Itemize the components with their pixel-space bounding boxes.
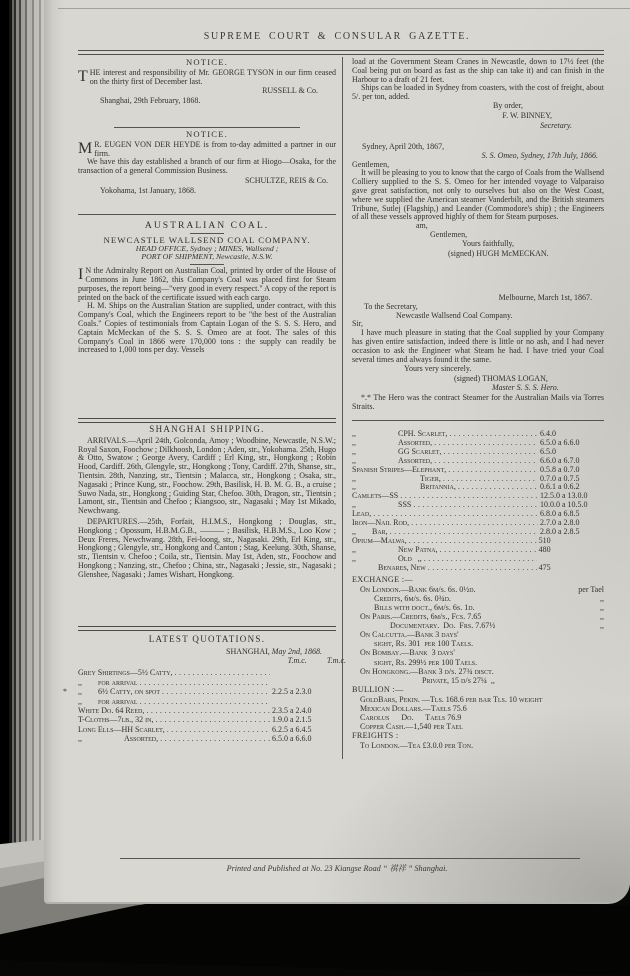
quotation-value: 2.8.0 a 2.8.5	[540, 526, 580, 536]
drop-cap: T	[78, 67, 88, 85]
right-column	[352, 56, 604, 772]
quotation-label: Benares, New	[378, 562, 426, 572]
quotation-row	[63, 687, 336, 697]
section-double-rule	[78, 418, 336, 423]
dot-leader	[160, 734, 270, 743]
letter-1-salutation: Gentlemen,	[352, 159, 390, 169]
letter-2-signature: (signed) THOMAS LOGAN,	[454, 374, 548, 384]
by-order-line: By order,	[493, 100, 523, 110]
quotation-label: Assorted,	[398, 455, 433, 465]
ditto-mark: ,,	[352, 544, 356, 554]
exchange-row	[360, 621, 604, 630]
dot-leader	[167, 725, 270, 734]
notice-2-signature: SCHULTZE, REIS & Co.	[244, 175, 328, 185]
exchange-label: On Hongkong.—Bank 3 d/s. 27¾ disct.	[360, 666, 494, 676]
letter-1-reference: S. S. Omeo, Sydney, 17th July, 1866.	[481, 150, 598, 160]
dot-leader	[411, 519, 538, 528]
quotation-value: 2.3.5 a 2.4.0	[272, 706, 312, 716]
dot-leader	[428, 564, 537, 573]
letter-1-close-am: am,	[416, 221, 428, 231]
coal-para-2: H. M. Ships on the Australian Station are supplied, under contract, with this Company's Coal, which the Engineers report to be "the best of the Australian Coals." Copies of testimonials from Captain Logan of the S. S. S. Hero, and Captain McMeckan of the S. S. S. Omeo are at foot. The sales of this Company's Coal in 1866 were 170,000 tons : the supply can readily be increased to 1,000 tons per day. Vessels	[78, 301, 336, 355]
quotation-value: 6.8.0 a 6.8.5	[540, 509, 580, 519]
ditto-mark: ,,	[352, 455, 356, 465]
exchange-label: Credits, 6m/s. 6s. 0¾d.	[374, 593, 451, 603]
letter-2-dateline: Melbourne, March 1st, 1867.	[498, 293, 592, 302]
ditto-mark: ,,	[352, 553, 356, 563]
ditto-mark: ,,	[352, 446, 356, 456]
quotations-units	[78, 657, 346, 666]
coal-office-line: HEAD OFFICE, Sydney ; MINES, Wallsend ;	[135, 243, 279, 253]
exchange-row	[360, 648, 604, 657]
quotation-value: 6.5.0 a 6.6.0	[540, 437, 580, 447]
notice-2-heading: NOTICE.	[185, 129, 229, 139]
ditto-mark: ,,	[352, 429, 356, 438]
quotation-row	[78, 706, 336, 715]
exchange-row	[360, 630, 604, 639]
exchange-section	[352, 576, 604, 685]
notice-2-dateline: Yokohama, 1st January, 1868.	[100, 185, 196, 195]
ditto-mark: ,,	[78, 687, 82, 697]
quotation-row	[352, 546, 559, 555]
notice-1	[78, 58, 336, 106]
exchange-right-value: ,,	[600, 621, 604, 631]
letter-2-to-1: To the Secretary,	[364, 301, 418, 311]
exchange-row	[360, 667, 604, 676]
quotation-label: Assorted,	[124, 734, 159, 744]
book-spine-page-edges	[0, 0, 46, 935]
section-rule	[78, 214, 336, 215]
exchange-label: Bills with doct., 6m/s. 6s. 1d.	[374, 602, 475, 612]
exchange-row	[360, 612, 604, 621]
quotation-row	[78, 678, 336, 687]
shipping-heading: SHANGHAI SHIPPING.	[149, 424, 265, 434]
ornament-rule	[190, 233, 224, 234]
quotation-value: 6.2.5 a 6.4.5	[272, 724, 312, 734]
quotation-label: Britannia,	[420, 482, 456, 492]
quotation-row	[352, 537, 559, 546]
quotation-value: 6.5.0	[540, 446, 556, 456]
quotation-value: 12.5.0 a 13.0.0	[540, 491, 588, 501]
bullion-heading: BULLION :—	[352, 685, 404, 694]
drop-cap: I	[78, 266, 84, 284]
letter-2-to-2: Newcastle Wallsend Coal Company.	[396, 310, 513, 320]
notice-2-body: M R. EUGEN VON DER HEYDE is from to-day admitted a partner in our firm.	[78, 139, 336, 158]
letter-logan	[352, 294, 604, 411]
dot-leader	[390, 528, 538, 537]
coal-port-line: PORT OF SHIPMENT, Newcastle, N.S.W.	[141, 252, 273, 262]
section-double-rule	[78, 626, 336, 631]
quotation-label: Spanish Stripes—Elephant,	[352, 464, 447, 474]
exchange-label: sight, Rs. 299½ per 100 Taels.	[374, 657, 478, 667]
letter-2-salutation: Sir,	[352, 319, 364, 329]
unit-label: T.m.c.	[326, 655, 346, 665]
exchange-row	[360, 658, 604, 667]
ditto-mark: ,,	[352, 437, 356, 447]
quotation-label: Opium—Malwa,	[352, 535, 407, 545]
latest-quotations-section	[63, 634, 346, 744]
dot-leader	[449, 430, 538, 439]
coal-company: NEWCASTLE WALLSEND COAL COMPANY.	[103, 234, 311, 245]
notice-2	[78, 130, 336, 196]
letter-1-body: It will be pleasing to you to know that the cargo of Coals from the Wallsend Colliery supplied to the S. S. Omeo for her intended voyage to Valparaiso gave great satisfaction, not only to ourselves but also on the West Coast, where we supplied the American steamer Vanderbilt, and the British steamers Tribune, Sutlej (Flagship,) and Leander (Commodore's ship) ; the Engineers of all these vessels approved highly of them for Steam purposes.	[352, 168, 604, 222]
quotation-label: Camlets—SS	[352, 491, 399, 501]
exchange-row	[360, 594, 604, 603]
coal-para-1: I N the Admiralty Report on Australian Coal, printed by order of the House of Commons in June 1862, this Company's Coal was placed first for Steam purposes, the report being—"very good in every respect." A copy of the report is printed on the back of the certificate issued with each cargo.	[78, 266, 336, 302]
letter-1-close-yours: Yours faithfully,	[462, 238, 515, 248]
dot-leader	[175, 668, 270, 677]
quotation-row	[352, 439, 604, 448]
ditto-mark: ,,	[352, 526, 356, 536]
letter-2-body: I have much pleasure in stating that the Coal supplied by your Company has given entire satisfaction, indeed there is little or no ash, and I had never occasion to ask the Engineer what Steam he had. I have tried your Coal several times and always found it the same.	[352, 328, 604, 364]
quotation-label: SSS	[398, 500, 412, 510]
quotation-label: Tiger,	[420, 473, 441, 483]
coal-cont-para-2: Ships can be loaded in Sydney from coasters, with the cost of freight, about 5/. per ton, added.	[352, 83, 604, 102]
quotation-row	[78, 725, 336, 734]
coal-cont-para-1: load at the Government Steam Cranes in Newcastle, down to 17½ feet (the Coal being put on board as fast as the ship can take it) and can finish in the Harbour to a draft of 21 feet.	[352, 57, 604, 84]
quotation-label: for arrival	[98, 677, 138, 687]
notice-1-signature: RUSSELL & Co.	[262, 86, 318, 96]
quotation-row	[78, 697, 336, 706]
exchange-label: Private, 15 d/s 27¼ ,,	[422, 675, 495, 685]
section-rule	[114, 127, 300, 128]
dot-leader	[140, 678, 270, 687]
exchange-label: On Bombay.—Bank 3 days'	[360, 648, 455, 658]
dot-leader	[434, 457, 538, 466]
dot-leader	[400, 492, 538, 501]
exchange-label: On Calcutta.—Bank 3 days'	[360, 630, 459, 640]
imprint-line: Printed and Published at No. 23 Kiangse Road “ 祺祥 ” Shanghai.	[226, 864, 448, 873]
exchange-label: On London.—Bank 6m/s. 6s. 0½d.	[360, 584, 476, 594]
shipping-arrivals: ARRIVALS.—April 24th, Golconda, Amoy ; Woodbine, Newcastle, N.S.W.; Royal Saxon, Foochow ; Dilkhoosh, London ; Aden, str., Yokohama. 25th, Hugo & Otto, Swatow ; George Avery, Cardiff ; Erl King, str., Hongkong ; Robin Hood, Cardiff. 26th, Glengyle, str., Hongkong ; Tony, Cardiff. 27th, Shanse, str., Tientsin. 28th, Nanzing, str., Tientsin ; Malacca, str., Hongkong ; Osaka, str., Nagasaki ; Prince Kung, str., Foochow. 29th, Basilisk, H. B. M. G. B., a cruise ; Suwo Nada, str., Hongkong ; Guiding Star, Chefoo. 30th, Dragon, str., Tientsin ; Lamont, str., Tientsin and Chefoo ; Kiangsoo, str., Nagasaki ; May 1st Mikado, Newchwang.	[78, 435, 337, 516]
coal-continuation	[352, 58, 604, 130]
quotation-label: Grey Shirtings—5½ Catty,	[78, 668, 173, 678]
quotations-table-left	[63, 668, 336, 744]
quotation-label: 6½ Catty, on spot	[98, 687, 161, 697]
quotation-value: 0.5.8 a 0.7.0	[540, 464, 580, 474]
unit-label: T.m.c.	[287, 655, 307, 665]
dot-leader	[443, 475, 538, 484]
exchange-right-value: per Tael	[578, 584, 604, 594]
quotation-label: Old ,,	[398, 553, 422, 563]
ditto-mark: ,,	[78, 696, 82, 706]
binney-signature: F. W. BINNEY,	[502, 110, 552, 120]
quotation-label: New Patna,	[398, 544, 438, 554]
letter-1-close-gentlemen: Gentlemen,	[430, 229, 468, 239]
ornament-rule	[190, 264, 224, 265]
ditto-mark: ,,	[78, 734, 82, 744]
quotation-value: 2.7.0 a 2.8.0	[540, 518, 580, 528]
notice-2-body2: We have this day established a branch of our firm at Hiogo—Osaka, for the transaction of a general Commission Business.	[78, 157, 336, 176]
dot-leader	[413, 501, 538, 510]
bullion-row: Copper Cash.—1,540 per Tael	[360, 722, 463, 732]
exchange-right-value: ,,	[600, 593, 604, 603]
exchange-right-value: ,,	[600, 612, 604, 622]
dot-leader	[448, 466, 538, 475]
quotation-value: 6.4.0	[540, 429, 556, 438]
quotation-value: 10.0.0 a 10.5.0	[540, 500, 588, 510]
exchange-rows	[352, 585, 604, 685]
dot-leader	[458, 483, 538, 492]
masthead-double-rule	[78, 50, 604, 55]
letter-mcmeckan	[352, 143, 604, 258]
quotation-value: 6.5.0 a 6.6.0	[272, 734, 312, 744]
quotation-label: Assorted,	[398, 437, 433, 447]
quotation-label: CPH. Scarlet,	[398, 429, 448, 438]
exchange-heading: EXCHANGE :—	[352, 575, 413, 584]
footer-rule	[120, 858, 580, 859]
dot-leader	[443, 448, 538, 457]
bullion-row: Carolus Do. Taels 76.9	[360, 712, 462, 722]
quotation-row	[78, 668, 336, 677]
notice-1-heading: NOTICE.	[185, 57, 229, 67]
letter-2-footnote: *.* The Hero was the contract Steamer for the Australian Mails via Torres Straits.	[352, 392, 604, 411]
section-rule	[352, 420, 604, 421]
binney-role: Secretary.	[540, 120, 572, 130]
quotation-row	[78, 734, 336, 743]
australian-coal-section	[78, 222, 336, 355]
freights-section	[352, 732, 604, 750]
shanghai-shipping-section	[78, 425, 336, 580]
quotation-value: 6.6.0 a 6.7.0	[540, 455, 580, 465]
margin-star-mark: *	[63, 687, 67, 697]
ditto-mark: ,,	[352, 482, 356, 492]
ditto-mark: ,,	[78, 677, 82, 687]
shipping-departures: DEPARTURES.—25th, Forfait, H.I.M.S., Hongkong ; Douglas, str., Hongkong ; Opossum, H.B.M.G.B., ——— ; Basilisk, H.B.M.S., Loo Kow ; Deux Freres, Newchwang. 28th, Fei-loong, str., Nagasaki. 29th, Erl King, str., Hongkong ; Glengyle, str., Hongkong and Canton ; Stag, Keelung. 30th, Shanse, str., Tientsin v. Chefoo ; Coila, str., Tientsin. May 1st, Aden, str., Foochow and Hongkong ; Nanzing, str., Chefoo ; China, str., Nagasaki ; Jessie, str., Nagasaki ; Glenshee, Nagasaki ; James Wishart, Hongkong.	[78, 516, 336, 579]
letter-2-role: Master S. S. S. Hero.	[492, 382, 559, 392]
quotation-value: 510	[538, 535, 551, 545]
quotation-row	[352, 564, 559, 573]
exchange-row	[360, 639, 604, 648]
dot-leader	[434, 439, 538, 448]
left-column	[63, 56, 346, 772]
exchange-row	[360, 676, 604, 685]
quotations-heading: LATEST QUOTATIONS.	[148, 634, 266, 644]
dot-leader	[424, 555, 537, 564]
exchange-label: Documentary. Do. Frs. 7.67½	[390, 621, 496, 631]
quotation-value: 475	[538, 562, 551, 572]
bullion-section	[352, 686, 604, 731]
exchange-row	[360, 585, 604, 594]
gazette-paper	[44, 0, 630, 904]
freight-row: To London.—Tea £3.0.0 per Ton.	[360, 740, 474, 750]
letter-2-close: Yours very sincerely.	[404, 364, 472, 374]
notice-1-dateline: Shanghai, 29th February, 1868.	[100, 96, 201, 106]
freights-heading: FREIGHTS :	[352, 731, 399, 740]
quotation-label: Iron—Nail Rod,	[352, 518, 410, 528]
quotations-dateline: SHANGHAI, May 2nd, 1868.	[226, 646, 322, 656]
notice-1-body: THE interest and responsibility of Mr. GEORGE TYSON in our firm ceased on the thirty first of December last.	[78, 67, 336, 86]
quotation-value: 1.9.0 a 2.1.5	[272, 715, 312, 725]
exchange-row	[360, 603, 604, 612]
quotation-row	[78, 715, 336, 724]
quotations-table-right	[352, 430, 604, 573]
dot-leader	[146, 706, 270, 715]
exchange-right-value: ,,	[600, 602, 604, 612]
dot-leader	[155, 715, 270, 724]
letter-1-dateline: Sydney, April 20th, 1867,	[362, 142, 445, 151]
quotation-value: 2.2.5 a 2.3.0	[272, 687, 312, 697]
bullion-row: Mexican Dollars.—Taels 75.6	[360, 703, 467, 713]
quotation-label: Bar,	[372, 526, 388, 536]
dot-leader	[162, 687, 270, 696]
exchange-label: sight, Rs. 301 per 100 Taels.	[374, 639, 474, 649]
ditto-mark: ,,	[352, 473, 356, 483]
quotation-label: Lead,	[352, 509, 372, 519]
quotation-value: 0.6.1 a 0.6.2	[540, 482, 580, 492]
quotation-label: T-Cloths—7lb., 32 in,	[78, 715, 154, 725]
quotation-label: for arrival	[98, 696, 138, 706]
dot-leader	[140, 697, 270, 706]
masthead-title: SUPREME COURT & CONSULAR GAZETTE.	[203, 31, 471, 42]
dot-leader	[440, 546, 537, 555]
coal-heading: AUSTRALIAN COAL.	[144, 220, 270, 231]
bullion-row: GoldBars, Pekin. —Tls. 168.6 per bar Tls. 10 weight	[360, 694, 543, 704]
ditto-mark: ,,	[352, 500, 356, 510]
quotation-value: 0.7.0 a 0.7.5	[540, 473, 580, 483]
quotation-label: GG Scarlet,	[398, 446, 442, 456]
letter-1-signature: (signed) HUGH McMECKAN.	[448, 248, 549, 258]
quotation-label: Long Ells—HH Scarlet,	[78, 724, 165, 734]
exchange-label: On Paris.—Credits, 6m/s., Fcs. 7.65	[360, 612, 482, 622]
quotation-label: White Do. 64 Reed,	[78, 706, 145, 716]
drop-cap: M	[78, 139, 93, 157]
column-divider	[342, 57, 343, 759]
quotation-value: 480	[538, 544, 551, 554]
